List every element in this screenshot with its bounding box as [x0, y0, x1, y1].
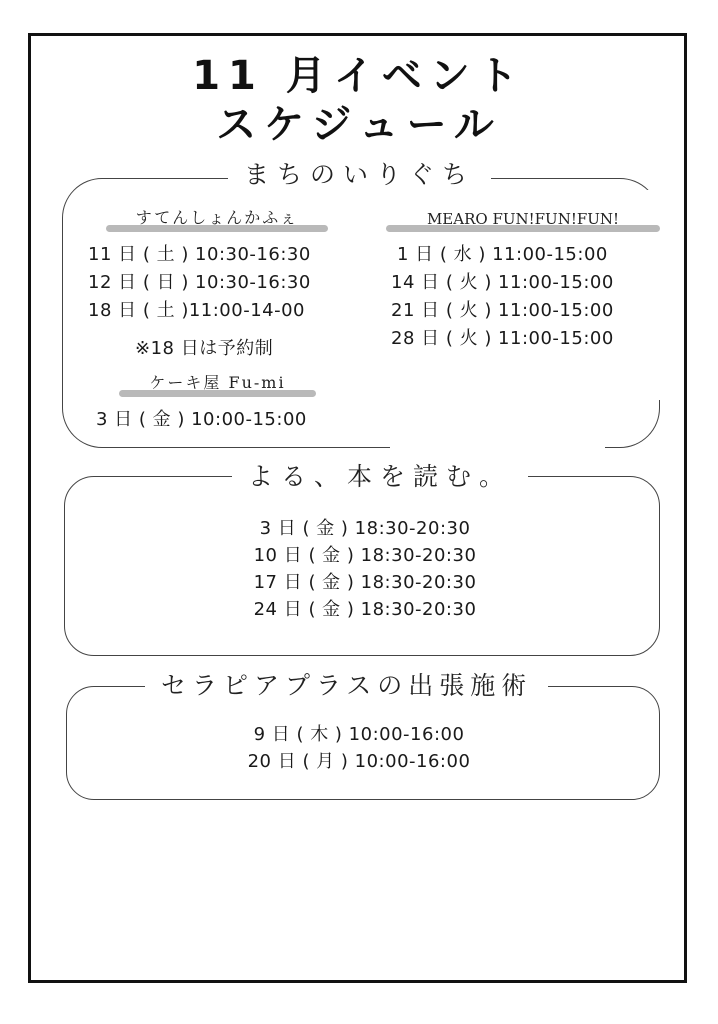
therapia-date-2: 20 日 ( 月 ) 10:00-16:00 [247, 751, 471, 772]
mearo-date-3: 21 日 ( 火 ) 11:00-15:00 [391, 300, 614, 321]
page-title-line1: 11 月イベント [192, 53, 526, 99]
stenshon-date-1: 11 日 ( 土 ) 10:30-16:30 [88, 244, 311, 265]
stenshon-date-2: 12 日 ( 日 ) 10:30-16:30 [88, 272, 311, 293]
therapia-heading: セラピアプラスの出張施術 [145, 671, 548, 701]
yoru-date-1: 3 日 ( 金 ) 18:30-20:30 [259, 518, 471, 539]
store-name-stenshon: すてんしょんかふぇ [112, 205, 322, 228]
fumi-date-1: 3 日 ( 金 ) 10:00-15:00 [96, 409, 307, 430]
yoru-date-3: 17 日 ( 金 ) 18:30-20:30 [253, 572, 477, 593]
therapia-date-1: 9 日 ( 木 ) 10:00-16:00 [253, 724, 465, 745]
store-name-fumi: ケーキ屋 Fu-mi [125, 370, 310, 393]
store-name-mearo: MEARO FUN!FUN!FUN! [392, 210, 654, 228]
yoru-heading: よる、本を読む。 [232, 462, 528, 492]
machi-heading: まちのいりぐち [228, 160, 491, 190]
stenshon-date-3: 18 日 ( 土 )11:00-14-00 [88, 300, 306, 321]
mearo-date-4: 28 日 ( 火 ) 11:00-15:00 [391, 328, 614, 349]
page-title-line2: スケジュール [216, 102, 502, 148]
stenshon-note: ※18 日は予約制 [135, 338, 274, 359]
yoru-date-2: 10 日 ( 金 ) 18:30-20:30 [253, 545, 477, 566]
mearo-date-2: 14 日 ( 火 ) 11:00-15:00 [391, 272, 614, 293]
mearo-date-1: 1 日 ( 水 ) 11:00-15:00 [397, 244, 608, 265]
yoru-date-4: 24 日 ( 金 ) 18:30-20:30 [253, 599, 477, 620]
